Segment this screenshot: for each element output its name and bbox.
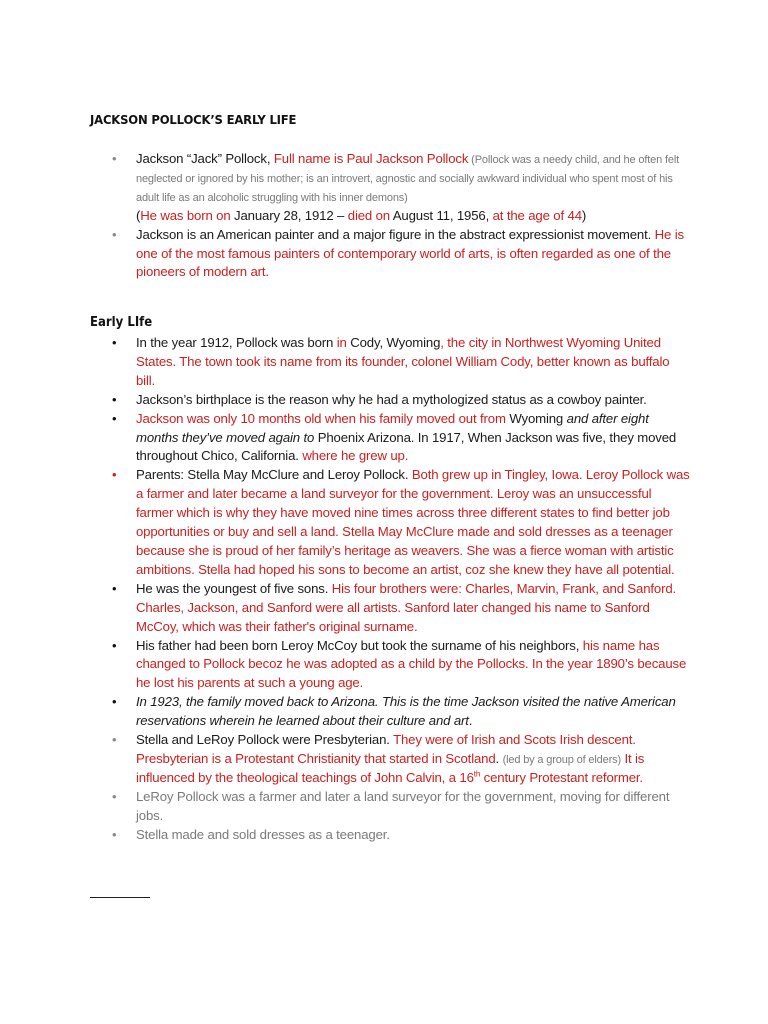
bullet-icon: • (112, 826, 117, 842)
list-item-continuation: (He was born on January 28, 1912 – died on August 11, 1956, at the age of 44) (136, 207, 587, 223)
section-heading: Early LIfe (90, 315, 153, 330)
list-item: • Parents: Stella May McClure and Leroy Pollock. Both grew up in Tingley, Iowa. Leroy Pollock was a farmer and later became a land surveyor for the government. Leroy was an unsuccessful farmer which is why they have moved nine times across three different states to find better job opportunities or buy and sell a land. Stella May McClure made and sold dresses as a teenager because she is proud of her family’s heritage as weavers. She was a fierce woman with artistic ambitions. Stella had hoped his sons to become an artist, coz she knew they have all potential. (112, 467, 690, 577)
footnote-separator (90, 897, 150, 898)
list-item: • Jackson was only 10 months old when his family moved out from Wyoming and after eight months they’ve moved again to Phoenix Arizona. In 1917, When Jackson was five, they moved throughout Chico, California. where he grew up. (112, 410, 677, 464)
list-item: • Jackson is an American painter and a major figure in the abstract expressionist movement. He is one of the most famous painters of contemporary world of arts, is often regarded as one of the pioneers of modern art. (112, 226, 684, 280)
bullet-icon: • (112, 788, 117, 804)
list-item: • In 1923, the family moved back to Arizona. This is the time Jackson visited the native American reservations wherein he learned about their culture and art. (112, 694, 676, 729)
list-item: • Stella and LeRoy Pollock were Presbyterian. They were of Irish and Scots Irish descent. Presbyterian is a Protestant Christianity that started in Scotland. (led by a group of elders) It is influenced by the theological teachings of John Calvin, a 16th century Protestant reformer. (112, 732, 645, 785)
bullet-icon: • (112, 637, 117, 653)
intro-list (90, 150, 690, 282)
bullet-icon: • (112, 335, 117, 350)
list-item: • LeRoy Pollock was a farmer and later a land surveyor for the government, moving for different jobs. (112, 788, 670, 823)
bullet-icon: • (112, 732, 117, 748)
bullet-icon: • (112, 410, 117, 426)
bullet-icon: • (112, 467, 117, 483)
bullet-icon: • (112, 580, 117, 596)
list-item: • Stella made and sold dresses as a teenager. (90, 826, 690, 845)
list-item: • His father had been born Leroy McCoy but took the surname of his neighbors, his name has changed to Pollock becoz he was adopted as a child by the Pollocks. In the year 1890’s because he lost his parents at such a young age. (112, 637, 687, 691)
document-title: JACKSON POLLOCK’S EARLY LIFE (90, 112, 297, 127)
bullet-icon: • (112, 151, 117, 166)
bullet-icon: • (112, 391, 117, 407)
bullet-icon: • (112, 226, 117, 242)
list-item: • In the year 1912, Pollock was born in Cody, Wyoming, the city in Northwest Wyoming United States. The town took its name from its founder, colonel William Cody, better known as buffalo bill. (112, 335, 670, 388)
list-item: • Jackson’s birthplace is the reason why he had a mythologized status as a cowboy painter. (90, 391, 690, 410)
list-item: • He was the youngest of five sons. His four brothers were: Charles, Marvin, Frank, and Sanford. Charles, Jackson, and Sanford were all artists. Sanford later changed his name to Sanford McCoy, which was their father's original surname. (112, 580, 677, 634)
list-item: • Jackson “Jack” Pollock, Full name is Paul Jackson Pollock (Pollock was a needy child, and he often felt neglected or ignored by his mother; is an introvert, agnostic and socially awkward individual who spent most of his adult life as an alcoholic struggling with his inner demons) (112, 151, 680, 204)
early-life-list (90, 334, 690, 844)
bullet-icon: • (112, 694, 117, 710)
